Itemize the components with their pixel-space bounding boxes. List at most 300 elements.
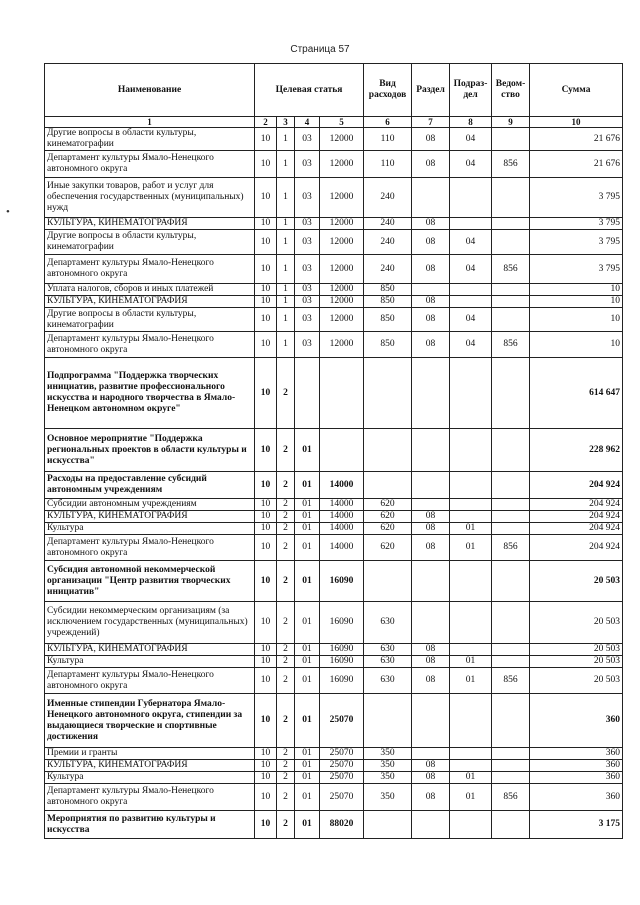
- target-code-1: 10: [255, 748, 277, 760]
- section: 08: [412, 332, 450, 358]
- table-row: [45, 429, 623, 472]
- target-code-4: 14000: [320, 523, 364, 535]
- target-code-4: 12000: [320, 308, 364, 332]
- row-name: Культура: [45, 656, 255, 668]
- subsection: [450, 178, 492, 218]
- department-code: [492, 523, 530, 535]
- target-code-2: 2: [277, 760, 295, 772]
- amount: 204 924: [530, 523, 623, 535]
- target-code-3: 01: [295, 499, 320, 511]
- target-code-1: 10: [255, 358, 277, 429]
- subsection: [450, 472, 492, 499]
- row-name: Субсидии автономным учреждениям: [45, 499, 255, 511]
- subsection: 04: [450, 128, 492, 151]
- target-code-3: 01: [295, 760, 320, 772]
- subsection: [450, 694, 492, 748]
- target-code-1: 10: [255, 656, 277, 668]
- target-code-4: 25070: [320, 784, 364, 811]
- target-code-4: 25070: [320, 772, 364, 784]
- amount: 360: [530, 760, 623, 772]
- amount: 204 924: [530, 499, 623, 511]
- target-code-2: 2: [277, 668, 295, 694]
- target-code-4: 12000: [320, 128, 364, 151]
- target-code-3: 01: [295, 535, 320, 561]
- target-code-4: 12000: [320, 178, 364, 218]
- department-code: [492, 760, 530, 772]
- column-number: 2: [255, 117, 277, 128]
- target-code-4: 16090: [320, 602, 364, 644]
- column-number: 5: [320, 117, 364, 128]
- section: [412, 284, 450, 296]
- header-target: Целевая статья: [255, 64, 364, 117]
- table-row: [45, 178, 623, 218]
- subsection: [450, 358, 492, 429]
- section: 08: [412, 772, 450, 784]
- target-code-2: 2: [277, 499, 295, 511]
- row-name: Подпрограмма "Поддержка творческих инициатив, развитие профессионального искусства и народного творчества в Ямало-Ненецком автономном округе": [45, 358, 255, 429]
- amount: 3 795: [530, 178, 623, 218]
- target-code-4: 12000: [320, 255, 364, 284]
- department-code: [492, 472, 530, 499]
- department-code: 856: [492, 668, 530, 694]
- table-row: [45, 472, 623, 499]
- target-code-2: 2: [277, 429, 295, 472]
- table-row: [45, 811, 623, 839]
- column-number: 3: [277, 117, 295, 128]
- expense-type: 620: [364, 523, 412, 535]
- target-code-4: [320, 358, 364, 429]
- department-code: [492, 178, 530, 218]
- target-code-2: 1: [277, 128, 295, 151]
- row-name: Мероприятия по развитию культуры и искусства: [45, 811, 255, 839]
- amount: 10: [530, 284, 623, 296]
- target-code-3: 03: [295, 151, 320, 178]
- expense-type: [364, 811, 412, 839]
- table-row: [45, 308, 623, 332]
- table-row: [45, 218, 623, 230]
- target-code-4: 12000: [320, 218, 364, 230]
- target-code-1: 10: [255, 772, 277, 784]
- target-code-3: 03: [295, 230, 320, 255]
- target-code-4: 12000: [320, 230, 364, 255]
- header-vedomstvo: Ведом-ство: [492, 64, 530, 117]
- section: [412, 429, 450, 472]
- target-code-3: 03: [295, 308, 320, 332]
- target-code-4: 25070: [320, 748, 364, 760]
- target-code-1: 10: [255, 561, 277, 602]
- amount: 21 676: [530, 151, 623, 178]
- target-code-1: 10: [255, 668, 277, 694]
- row-name: КУЛЬТУРА, КИНЕМАТОГРАФИЯ: [45, 218, 255, 230]
- subsection: [450, 811, 492, 839]
- expense-type: 240: [364, 255, 412, 284]
- target-code-2: 2: [277, 523, 295, 535]
- subsection: [450, 760, 492, 772]
- expense-type: 850: [364, 332, 412, 358]
- expense-type: 630: [364, 644, 412, 656]
- subsection: [450, 511, 492, 523]
- subsection: 04: [450, 151, 492, 178]
- table-row: [45, 772, 623, 784]
- expense-type: 620: [364, 511, 412, 523]
- table-row: [45, 230, 623, 255]
- section: 08: [412, 523, 450, 535]
- department-code: [492, 358, 530, 429]
- target-code-3: 03: [295, 128, 320, 151]
- target-code-4: 12000: [320, 332, 364, 358]
- department-code: [492, 218, 530, 230]
- target-code-1: 10: [255, 151, 277, 178]
- section: [412, 561, 450, 602]
- amount: 360: [530, 784, 623, 811]
- target-code-2: 2: [277, 511, 295, 523]
- department-code: [492, 128, 530, 151]
- row-name: Основное мероприятие "Поддержка региональных проектов в области культуры и искусства": [45, 429, 255, 472]
- expense-type: [364, 472, 412, 499]
- expense-type: 350: [364, 748, 412, 760]
- page-title: Страница 57: [290, 44, 350, 55]
- section: [412, 694, 450, 748]
- row-name: Расходы на предоставление субсидий автономным учреждениям: [45, 472, 255, 499]
- expense-type: 620: [364, 535, 412, 561]
- subsection: [450, 499, 492, 511]
- subsection: 01: [450, 668, 492, 694]
- table-row: [45, 284, 623, 296]
- amount: 614 647: [530, 358, 623, 429]
- subsection: [450, 602, 492, 644]
- target-code-3: 01: [295, 772, 320, 784]
- target-code-1: 10: [255, 811, 277, 839]
- amount: 3 795: [530, 255, 623, 284]
- subsection: [450, 429, 492, 472]
- row-name: КУЛЬТУРА, КИНЕМАТОГРАФИЯ: [45, 511, 255, 523]
- amount: 20 503: [530, 561, 623, 602]
- section: 08: [412, 511, 450, 523]
- table-row: [45, 535, 623, 561]
- department-code: 856: [492, 784, 530, 811]
- section: 08: [412, 230, 450, 255]
- target-code-2: 2: [277, 644, 295, 656]
- column-number: 4: [295, 117, 320, 128]
- subsection: [450, 296, 492, 308]
- target-code-2: 2: [277, 358, 295, 429]
- target-code-4: 12000: [320, 151, 364, 178]
- target-code-4: 12000: [320, 296, 364, 308]
- table-row: [45, 760, 623, 772]
- section: 08: [412, 644, 450, 656]
- target-code-3: [295, 358, 320, 429]
- subsection: 01: [450, 656, 492, 668]
- column-number: 8: [450, 117, 492, 128]
- table-row: [45, 561, 623, 602]
- target-code-3: 03: [295, 284, 320, 296]
- target-code-1: 10: [255, 284, 277, 296]
- row-name: Департамент культуры Ямало-Ненецкого автономного округа: [45, 151, 255, 178]
- target-code-2: 2: [277, 784, 295, 811]
- target-code-3: 01: [295, 429, 320, 472]
- target-code-1: 10: [255, 218, 277, 230]
- target-code-3: 01: [295, 523, 320, 535]
- target-code-3: 01: [295, 656, 320, 668]
- department-code: [492, 499, 530, 511]
- target-code-1: 10: [255, 523, 277, 535]
- department-code: [492, 296, 530, 308]
- amount: 20 503: [530, 602, 623, 644]
- department-code: [492, 429, 530, 472]
- section: 08: [412, 218, 450, 230]
- section: 08: [412, 255, 450, 284]
- row-name: Другие вопросы в области культуры, кинематографии: [45, 230, 255, 255]
- subsection: [450, 284, 492, 296]
- row-name: КУЛЬТУРА, КИНЕМАТОГРАФИЯ: [45, 760, 255, 772]
- amount: 360: [530, 748, 623, 760]
- department-code: [492, 748, 530, 760]
- target-code-1: 10: [255, 255, 277, 284]
- expense-type: 240: [364, 178, 412, 218]
- subsection: [450, 218, 492, 230]
- expense-type: 350: [364, 760, 412, 772]
- row-name: Иные закупки товаров, работ и услуг для обеспечения государственных (муниципальных) нужд: [45, 178, 255, 218]
- subsection: 04: [450, 230, 492, 255]
- row-name: Департамент культуры Ямало-Ненецкого автономного округа: [45, 332, 255, 358]
- target-code-4: 25070: [320, 760, 364, 772]
- target-code-2: 1: [277, 308, 295, 332]
- row-name: КУЛЬТУРА, КИНЕМАТОГРАФИЯ: [45, 644, 255, 656]
- column-number: 7: [412, 117, 450, 128]
- target-code-1: 10: [255, 784, 277, 811]
- section: [412, 472, 450, 499]
- target-code-1: 10: [255, 332, 277, 358]
- department-code: [492, 561, 530, 602]
- row-name: Департамент культуры Ямало-Ненецкого автономного округа: [45, 668, 255, 694]
- subsection: 01: [450, 784, 492, 811]
- expense-type: 110: [364, 128, 412, 151]
- target-code-1: 10: [255, 535, 277, 561]
- expense-type: 630: [364, 668, 412, 694]
- expense-type: 850: [364, 284, 412, 296]
- target-code-3: 03: [295, 218, 320, 230]
- section: 08: [412, 784, 450, 811]
- target-code-1: 10: [255, 308, 277, 332]
- expense-type: 630: [364, 656, 412, 668]
- table-row: [45, 668, 623, 694]
- amount: 204 924: [530, 511, 623, 523]
- header-name: Наименование: [45, 64, 255, 117]
- table-row: [45, 332, 623, 358]
- target-code-3: 03: [295, 296, 320, 308]
- row-name: Субсидия автономной некоммерческой организации "Центр развития творческих инициатив": [45, 561, 255, 602]
- target-code-2: 2: [277, 748, 295, 760]
- table-row: [45, 296, 623, 308]
- target-code-2: 1: [277, 151, 295, 178]
- column-number: 1: [45, 117, 255, 128]
- column-number: 10: [530, 117, 623, 128]
- row-name: Другие вопросы в области культуры, кинематографии: [45, 308, 255, 332]
- target-code-1: 10: [255, 511, 277, 523]
- target-code-2: 2: [277, 535, 295, 561]
- target-code-4: 16090: [320, 668, 364, 694]
- subsection: [450, 748, 492, 760]
- target-code-2: 1: [277, 230, 295, 255]
- target-code-2: 1: [277, 178, 295, 218]
- target-code-3: 01: [295, 694, 320, 748]
- row-name: Департамент культуры Ямало-Ненецкого автономного округа: [45, 535, 255, 561]
- subsection: 04: [450, 255, 492, 284]
- subsection: 01: [450, 523, 492, 535]
- department-code: [492, 772, 530, 784]
- section: 08: [412, 296, 450, 308]
- target-code-4: [320, 429, 364, 472]
- table-row: [45, 656, 623, 668]
- row-name: Субсидии некоммерческим организациям (за исключением государственных (муниципальных) учреждений): [45, 602, 255, 644]
- header-row: [45, 64, 623, 117]
- section: [412, 748, 450, 760]
- department-code: [492, 694, 530, 748]
- expense-type: [364, 429, 412, 472]
- target-code-2: 2: [277, 656, 295, 668]
- target-code-2: 1: [277, 218, 295, 230]
- target-code-1: 10: [255, 644, 277, 656]
- expense-type: 350: [364, 772, 412, 784]
- target-code-2: 2: [277, 561, 295, 602]
- amount: 228 962: [530, 429, 623, 472]
- header-summa: Сумма: [530, 64, 623, 117]
- target-code-1: 10: [255, 602, 277, 644]
- amount: 10: [530, 308, 623, 332]
- row-name: Премии и гранты: [45, 748, 255, 760]
- amount: 360: [530, 694, 623, 748]
- department-code: [492, 284, 530, 296]
- expense-type: 620: [364, 499, 412, 511]
- target-code-3: 01: [295, 811, 320, 839]
- target-code-4: 12000: [320, 284, 364, 296]
- department-code: 856: [492, 151, 530, 178]
- row-name: Другие вопросы в области культуры, кинематографии: [45, 128, 255, 151]
- target-code-1: 10: [255, 499, 277, 511]
- target-code-4: 88020: [320, 811, 364, 839]
- target-code-1: 10: [255, 178, 277, 218]
- section: 08: [412, 151, 450, 178]
- section: [412, 178, 450, 218]
- target-code-3: 01: [295, 784, 320, 811]
- expense-type: 850: [364, 308, 412, 332]
- target-code-1: 10: [255, 694, 277, 748]
- section: 08: [412, 656, 450, 668]
- target-code-3: 03: [295, 332, 320, 358]
- row-name: Департамент культуры Ямало-Ненецкого автономного округа: [45, 784, 255, 811]
- target-code-4: 25070: [320, 694, 364, 748]
- department-code: 856: [492, 332, 530, 358]
- amount: 10: [530, 296, 623, 308]
- section: 08: [412, 535, 450, 561]
- section: [412, 499, 450, 511]
- section: 08: [412, 128, 450, 151]
- amount: 204 924: [530, 472, 623, 499]
- amount: 204 924: [530, 535, 623, 561]
- target-code-2: 1: [277, 255, 295, 284]
- target-code-3: 01: [295, 472, 320, 499]
- row-name: Департамент культуры Ямало-Ненецкого автономного округа: [45, 255, 255, 284]
- expense-type: 630: [364, 602, 412, 644]
- target-code-2: 2: [277, 811, 295, 839]
- target-code-4: 14000: [320, 472, 364, 499]
- expense-type: 240: [364, 230, 412, 255]
- expense-type: [364, 694, 412, 748]
- target-code-1: 10: [255, 472, 277, 499]
- amount: 21 676: [530, 128, 623, 151]
- target-code-3: 01: [295, 602, 320, 644]
- expense-type: 850: [364, 296, 412, 308]
- margin-mark: •: [6, 206, 10, 218]
- table-row: [45, 511, 623, 523]
- target-code-1: 10: [255, 230, 277, 255]
- department-code: [492, 644, 530, 656]
- target-code-1: 10: [255, 128, 277, 151]
- section: 08: [412, 668, 450, 694]
- column-number: 9: [492, 117, 530, 128]
- section: [412, 811, 450, 839]
- amount: 20 503: [530, 644, 623, 656]
- budget-table: [44, 63, 623, 839]
- expense-type: 350: [364, 784, 412, 811]
- department-code: [492, 511, 530, 523]
- subsection: [450, 561, 492, 602]
- table-row: [45, 694, 623, 748]
- table-row: [45, 644, 623, 656]
- target-code-3: 01: [295, 511, 320, 523]
- target-code-3: 01: [295, 644, 320, 656]
- target-code-1: 10: [255, 760, 277, 772]
- table-row: [45, 128, 623, 151]
- row-name: Культура: [45, 772, 255, 784]
- target-code-1: 10: [255, 429, 277, 472]
- expense-type: [364, 561, 412, 602]
- department-code: 856: [492, 255, 530, 284]
- target-code-3: 01: [295, 668, 320, 694]
- target-code-4: 14000: [320, 499, 364, 511]
- column-number-row: [45, 117, 623, 128]
- header-razdel: Раздел: [412, 64, 450, 117]
- expense-type: [364, 358, 412, 429]
- header-vid: Вид расходов: [364, 64, 412, 117]
- table-row: [45, 358, 623, 429]
- amount: 20 503: [530, 656, 623, 668]
- amount: 3 795: [530, 230, 623, 255]
- subsection: 01: [450, 772, 492, 784]
- expense-type: 110: [364, 151, 412, 178]
- section: 08: [412, 308, 450, 332]
- row-name: Культура: [45, 523, 255, 535]
- column-number: 6: [364, 117, 412, 128]
- target-code-3: 03: [295, 255, 320, 284]
- target-code-4: 14000: [320, 535, 364, 561]
- target-code-4: 16090: [320, 561, 364, 602]
- target-code-3: 03: [295, 178, 320, 218]
- table-row: [45, 784, 623, 811]
- section: 08: [412, 760, 450, 772]
- amount: 360: [530, 772, 623, 784]
- section: [412, 602, 450, 644]
- target-code-2: 1: [277, 284, 295, 296]
- department-code: [492, 656, 530, 668]
- department-code: [492, 811, 530, 839]
- target-code-4: 14000: [320, 511, 364, 523]
- target-code-2: 1: [277, 296, 295, 308]
- subsection: 04: [450, 332, 492, 358]
- section: [412, 358, 450, 429]
- row-name: Уплата налогов, сборов и иных платежей: [45, 284, 255, 296]
- department-code: [492, 308, 530, 332]
